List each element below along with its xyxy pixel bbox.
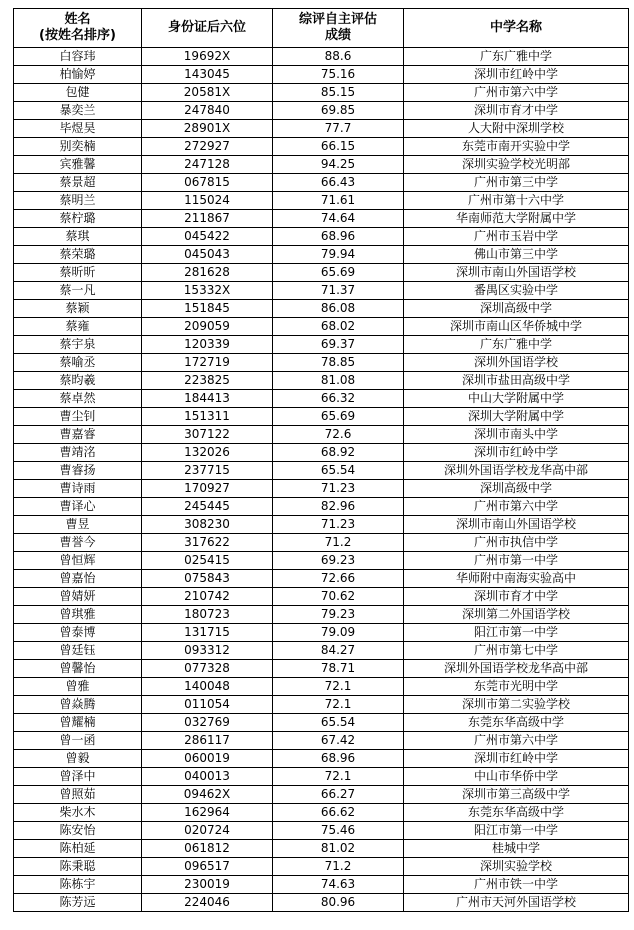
cell-school: 广州市第三中学 (404, 174, 629, 192)
table-row (14, 768, 629, 786)
cell-id-last6: 286117 (142, 732, 273, 750)
cell-name: 陈芳远 (14, 894, 142, 912)
cell-id-last6: 307122 (142, 426, 273, 444)
cell-school: 深圳高级中学 (404, 480, 629, 498)
cell-id-last6: 075843 (142, 570, 273, 588)
cell-name: 蔡昕昕 (14, 264, 142, 282)
cell-name: 蔡喻丞 (14, 354, 142, 372)
cell-name: 曾雅 (14, 678, 142, 696)
cell-score: 81.08 (273, 372, 404, 390)
cell-name: 蔡荣璐 (14, 246, 142, 264)
table-row (14, 336, 629, 354)
cell-id-last6: 210742 (142, 588, 273, 606)
cell-name: 柴水木 (14, 804, 142, 822)
cell-name: 蔡琪 (14, 228, 142, 246)
table-row (14, 426, 629, 444)
cell-name: 白容玮 (14, 48, 142, 66)
table-row (14, 894, 629, 912)
table-row (14, 444, 629, 462)
table-row (14, 750, 629, 768)
cell-name: 曾泽中 (14, 768, 142, 786)
cell-school: 深圳市红岭中学 (404, 750, 629, 768)
header-row (14, 9, 629, 48)
table-row (14, 300, 629, 318)
cell-school: 广州市第七中学 (404, 642, 629, 660)
cell-school: 深圳市红岭中学 (404, 66, 629, 84)
cell-name: 蔡卓然 (14, 390, 142, 408)
cell-school: 桂城中学 (404, 840, 629, 858)
cell-name: 曾婧妍 (14, 588, 142, 606)
table-row (14, 84, 629, 102)
cell-school: 深圳市南头中学 (404, 426, 629, 444)
cell-name: 曾泰博 (14, 624, 142, 642)
cell-name: 曹昱 (14, 516, 142, 534)
cell-name: 曾嘉怡 (14, 570, 142, 588)
cell-id-last6: 237715 (142, 462, 273, 480)
cell-school: 东莞东华高级中学 (404, 714, 629, 732)
cell-score: 74.63 (273, 876, 404, 894)
cell-score: 70.62 (273, 588, 404, 606)
cell-id-last6: 224046 (142, 894, 273, 912)
cell-score: 71.2 (273, 534, 404, 552)
cell-school: 深圳市南山区华侨城中学 (404, 318, 629, 336)
table-row (14, 660, 629, 678)
cell-id-last6: 184413 (142, 390, 273, 408)
results-table (13, 8, 629, 912)
cell-school: 广州市第一中学 (404, 552, 629, 570)
cell-id-last6: 28901X (142, 120, 273, 138)
cell-id-last6: 209059 (142, 318, 273, 336)
cell-school: 深圳市南山外国语学校 (404, 264, 629, 282)
cell-school: 深圳市南山外国语学校 (404, 516, 629, 534)
cell-id-last6: 247128 (142, 156, 273, 174)
table-row (14, 228, 629, 246)
cell-school: 广州市第六中学 (404, 732, 629, 750)
table-row (14, 246, 629, 264)
cell-school: 广州市玉岩中学 (404, 228, 629, 246)
table-row (14, 354, 629, 372)
cell-id-last6: 077328 (142, 660, 273, 678)
table-row (14, 804, 629, 822)
cell-school: 深圳市红岭中学 (404, 444, 629, 462)
cell-school: 东莞市光明中学 (404, 678, 629, 696)
cell-score: 80.96 (273, 894, 404, 912)
cell-school: 阳江市第一中学 (404, 822, 629, 840)
table-row (14, 534, 629, 552)
cell-score: 68.96 (273, 750, 404, 768)
cell-school: 深圳市第二实验学校 (404, 696, 629, 714)
cell-name: 曾琪雅 (14, 606, 142, 624)
cell-score: 86.08 (273, 300, 404, 318)
cell-school: 广州市执信中学 (404, 534, 629, 552)
cell-id-last6: 317622 (142, 534, 273, 552)
cell-name: 曹尘钊 (14, 408, 142, 426)
cell-score: 69.23 (273, 552, 404, 570)
table-row (14, 552, 629, 570)
cell-score: 65.54 (273, 462, 404, 480)
cell-id-last6: 025415 (142, 552, 273, 570)
cell-score: 69.37 (273, 336, 404, 354)
cell-score: 71.61 (273, 192, 404, 210)
table-row (14, 210, 629, 228)
cell-school: 华师附中南海实验高中 (404, 570, 629, 588)
cell-id-last6: 131715 (142, 624, 273, 642)
cell-id-last6: 115024 (142, 192, 273, 210)
cell-name: 蔡雍 (14, 318, 142, 336)
table-row (14, 390, 629, 408)
cell-school: 中山大学附属中学 (404, 390, 629, 408)
cell-name: 曹诗雨 (14, 480, 142, 498)
cell-school: 深圳大学附属中学 (404, 408, 629, 426)
cell-name: 曾一函 (14, 732, 142, 750)
cell-id-last6: 281628 (142, 264, 273, 282)
cell-name: 包健 (14, 84, 142, 102)
cell-id-last6: 19692X (142, 48, 273, 66)
cell-name: 柏愉婷 (14, 66, 142, 84)
cell-score: 88.6 (273, 48, 404, 66)
cell-name: 别奕楠 (14, 138, 142, 156)
cell-id-last6: 211867 (142, 210, 273, 228)
cell-name: 曹誉今 (14, 534, 142, 552)
table-row (14, 876, 629, 894)
cell-name: 暴奕兰 (14, 102, 142, 120)
cell-id-last6: 308230 (142, 516, 273, 534)
cell-school: 人大附中深圳学校 (404, 120, 629, 138)
cell-school: 深圳第二外国语学校 (404, 606, 629, 624)
cell-school: 深圳市育才中学 (404, 102, 629, 120)
cell-score: 71.2 (273, 858, 404, 876)
cell-id-last6: 140048 (142, 678, 273, 696)
cell-school: 东莞东华高级中学 (404, 804, 629, 822)
cell-id-last6: 15332X (142, 282, 273, 300)
table-row (14, 102, 629, 120)
cell-id-last6: 223825 (142, 372, 273, 390)
cell-score: 71.37 (273, 282, 404, 300)
cell-id-last6: 096517 (142, 858, 273, 876)
cell-score: 68.92 (273, 444, 404, 462)
cell-score: 75.46 (273, 822, 404, 840)
cell-id-last6: 132026 (142, 444, 273, 462)
table-row (14, 732, 629, 750)
cell-name: 曹嘉睿 (14, 426, 142, 444)
table-row (14, 462, 629, 480)
cell-name: 蔡一凡 (14, 282, 142, 300)
table-row (14, 822, 629, 840)
cell-id-last6: 045043 (142, 246, 273, 264)
table-row (14, 786, 629, 804)
cell-score: 78.85 (273, 354, 404, 372)
header-score (273, 9, 404, 48)
cell-name: 陈栋宇 (14, 876, 142, 894)
cell-score: 71.23 (273, 480, 404, 498)
table-row (14, 678, 629, 696)
cell-name: 曾馨怡 (14, 660, 142, 678)
cell-school: 广州市天河外国语学校 (404, 894, 629, 912)
table-row (14, 570, 629, 588)
cell-name: 蔡颖 (14, 300, 142, 318)
cell-name: 蔡景超 (14, 174, 142, 192)
cell-name: 蔡柠璐 (14, 210, 142, 228)
cell-score: 94.25 (273, 156, 404, 174)
cell-score: 67.42 (273, 732, 404, 750)
cell-school: 广州市第十六中学 (404, 192, 629, 210)
cell-score: 74.64 (273, 210, 404, 228)
header-name-line1: 姓名 (64, 12, 91, 27)
cell-name: 曾恒辉 (14, 552, 142, 570)
cell-school: 深圳高级中学 (404, 300, 629, 318)
cell-id-last6: 061812 (142, 840, 273, 858)
cell-score: 66.62 (273, 804, 404, 822)
table-body (14, 48, 629, 912)
cell-name: 曹靖洺 (14, 444, 142, 462)
cell-score: 72.1 (273, 696, 404, 714)
cell-score: 85.15 (273, 84, 404, 102)
cell-school: 中山市华侨中学 (404, 768, 629, 786)
cell-id-last6: 060019 (142, 750, 273, 768)
cell-id-last6: 230019 (142, 876, 273, 894)
cell-score: 68.02 (273, 318, 404, 336)
cell-id-last6: 272927 (142, 138, 273, 156)
cell-name: 陈秉聪 (14, 858, 142, 876)
table-row (14, 174, 629, 192)
cell-score: 65.69 (273, 408, 404, 426)
cell-name: 曹睿扬 (14, 462, 142, 480)
table-row (14, 516, 629, 534)
header-score-line1: 综评自主评估 (298, 12, 377, 27)
cell-school: 深圳外国语学校龙华高中部 (404, 462, 629, 480)
cell-school: 华南师范大学附属中学 (404, 210, 629, 228)
cell-name: 蔡宇泉 (14, 336, 142, 354)
cell-name: 曾耀楠 (14, 714, 142, 732)
cell-school: 深圳市育才中学 (404, 588, 629, 606)
cell-school: 番禺区实验中学 (404, 282, 629, 300)
table-row (14, 606, 629, 624)
cell-score: 79.94 (273, 246, 404, 264)
cell-name: 宾雅馨 (14, 156, 142, 174)
cell-score: 66.32 (273, 390, 404, 408)
table-row (14, 858, 629, 876)
table-row (14, 696, 629, 714)
cell-id-last6: 151845 (142, 300, 273, 318)
cell-name: 蔡明兰 (14, 192, 142, 210)
cell-id-last6: 045422 (142, 228, 273, 246)
cell-score: 65.69 (273, 264, 404, 282)
cell-score: 79.23 (273, 606, 404, 624)
cell-score: 72.6 (273, 426, 404, 444)
cell-school: 深圳外国语学校龙华高中部 (404, 660, 629, 678)
cell-score: 68.96 (273, 228, 404, 246)
header-id-line1: 身份证后六位 (167, 20, 246, 35)
table-row (14, 156, 629, 174)
cell-school: 深圳外国语学校 (404, 354, 629, 372)
table-row (14, 282, 629, 300)
cell-id-last6: 011054 (142, 696, 273, 714)
cell-id-last6: 180723 (142, 606, 273, 624)
table-row (14, 264, 629, 282)
table-row (14, 840, 629, 858)
cell-school: 广州市第六中学 (404, 498, 629, 516)
table-row (14, 480, 629, 498)
cell-score: 72.1 (273, 678, 404, 696)
cell-score: 82.96 (273, 498, 404, 516)
cell-score: 66.15 (273, 138, 404, 156)
cell-school: 广东广雅中学 (404, 48, 629, 66)
table-row (14, 66, 629, 84)
cell-id-last6: 093312 (142, 642, 273, 660)
header-id (142, 9, 273, 48)
cell-school: 广东广雅中学 (404, 336, 629, 354)
cell-name: 曾焱腾 (14, 696, 142, 714)
cell-id-last6: 143045 (142, 66, 273, 84)
cell-id-last6: 20581X (142, 84, 273, 102)
cell-name: 蔡昀羲 (14, 372, 142, 390)
table-row (14, 714, 629, 732)
header-name-line2: (按姓名排序) (39, 28, 116, 43)
cell-score: 65.54 (273, 714, 404, 732)
cell-school: 佛山市第三中学 (404, 246, 629, 264)
cell-name: 陈柏延 (14, 840, 142, 858)
cell-id-last6: 020724 (142, 822, 273, 840)
table-row (14, 408, 629, 426)
header-school-line1: 中学名称 (489, 20, 542, 35)
cell-id-last6: 170927 (142, 480, 273, 498)
header-name (14, 9, 142, 48)
cell-school: 广州市第六中学 (404, 84, 629, 102)
table-row (14, 138, 629, 156)
cell-score: 78.71 (273, 660, 404, 678)
cell-id-last6: 172719 (142, 354, 273, 372)
cell-name: 曾毅 (14, 750, 142, 768)
table-row (14, 642, 629, 660)
cell-name: 毕煜昊 (14, 120, 142, 138)
cell-school: 阳江市第一中学 (404, 624, 629, 642)
cell-id-last6: 245445 (142, 498, 273, 516)
header-school (404, 9, 629, 48)
table-row (14, 120, 629, 138)
table-row (14, 498, 629, 516)
cell-school: 东莞市南开实验中学 (404, 138, 629, 156)
cell-score: 84.27 (273, 642, 404, 660)
cell-name: 曾廷钰 (14, 642, 142, 660)
cell-name: 陈安怡 (14, 822, 142, 840)
cell-school: 深圳实验学校光明部 (404, 156, 629, 174)
table-row (14, 192, 629, 210)
cell-school: 深圳市盐田高级中学 (404, 372, 629, 390)
table-row (14, 372, 629, 390)
cell-school: 深圳市第三高级中学 (404, 786, 629, 804)
cell-name: 曹译心 (14, 498, 142, 516)
cell-score: 72.66 (273, 570, 404, 588)
cell-id-last6: 247840 (142, 102, 273, 120)
cell-score: 69.85 (273, 102, 404, 120)
cell-school: 广州市铁一中学 (404, 876, 629, 894)
cell-score: 77.7 (273, 120, 404, 138)
cell-id-last6: 151311 (142, 408, 273, 426)
cell-score: 71.23 (273, 516, 404, 534)
cell-id-last6: 067815 (142, 174, 273, 192)
table-row (14, 624, 629, 642)
cell-id-last6: 040013 (142, 768, 273, 786)
cell-id-last6: 120339 (142, 336, 273, 354)
header-score-line2: 成绩 (324, 28, 351, 43)
cell-score: 72.1 (273, 768, 404, 786)
cell-id-last6: 09462X (142, 786, 273, 804)
cell-id-last6: 032769 (142, 714, 273, 732)
table-row (14, 318, 629, 336)
cell-score: 79.09 (273, 624, 404, 642)
cell-score: 75.16 (273, 66, 404, 84)
cell-score: 66.27 (273, 786, 404, 804)
table-row (14, 48, 629, 66)
cell-score: 81.02 (273, 840, 404, 858)
cell-school: 深圳实验学校 (404, 858, 629, 876)
cell-score: 66.43 (273, 174, 404, 192)
cell-id-last6: 162964 (142, 804, 273, 822)
cell-name: 曾照茹 (14, 786, 142, 804)
table-row (14, 588, 629, 606)
